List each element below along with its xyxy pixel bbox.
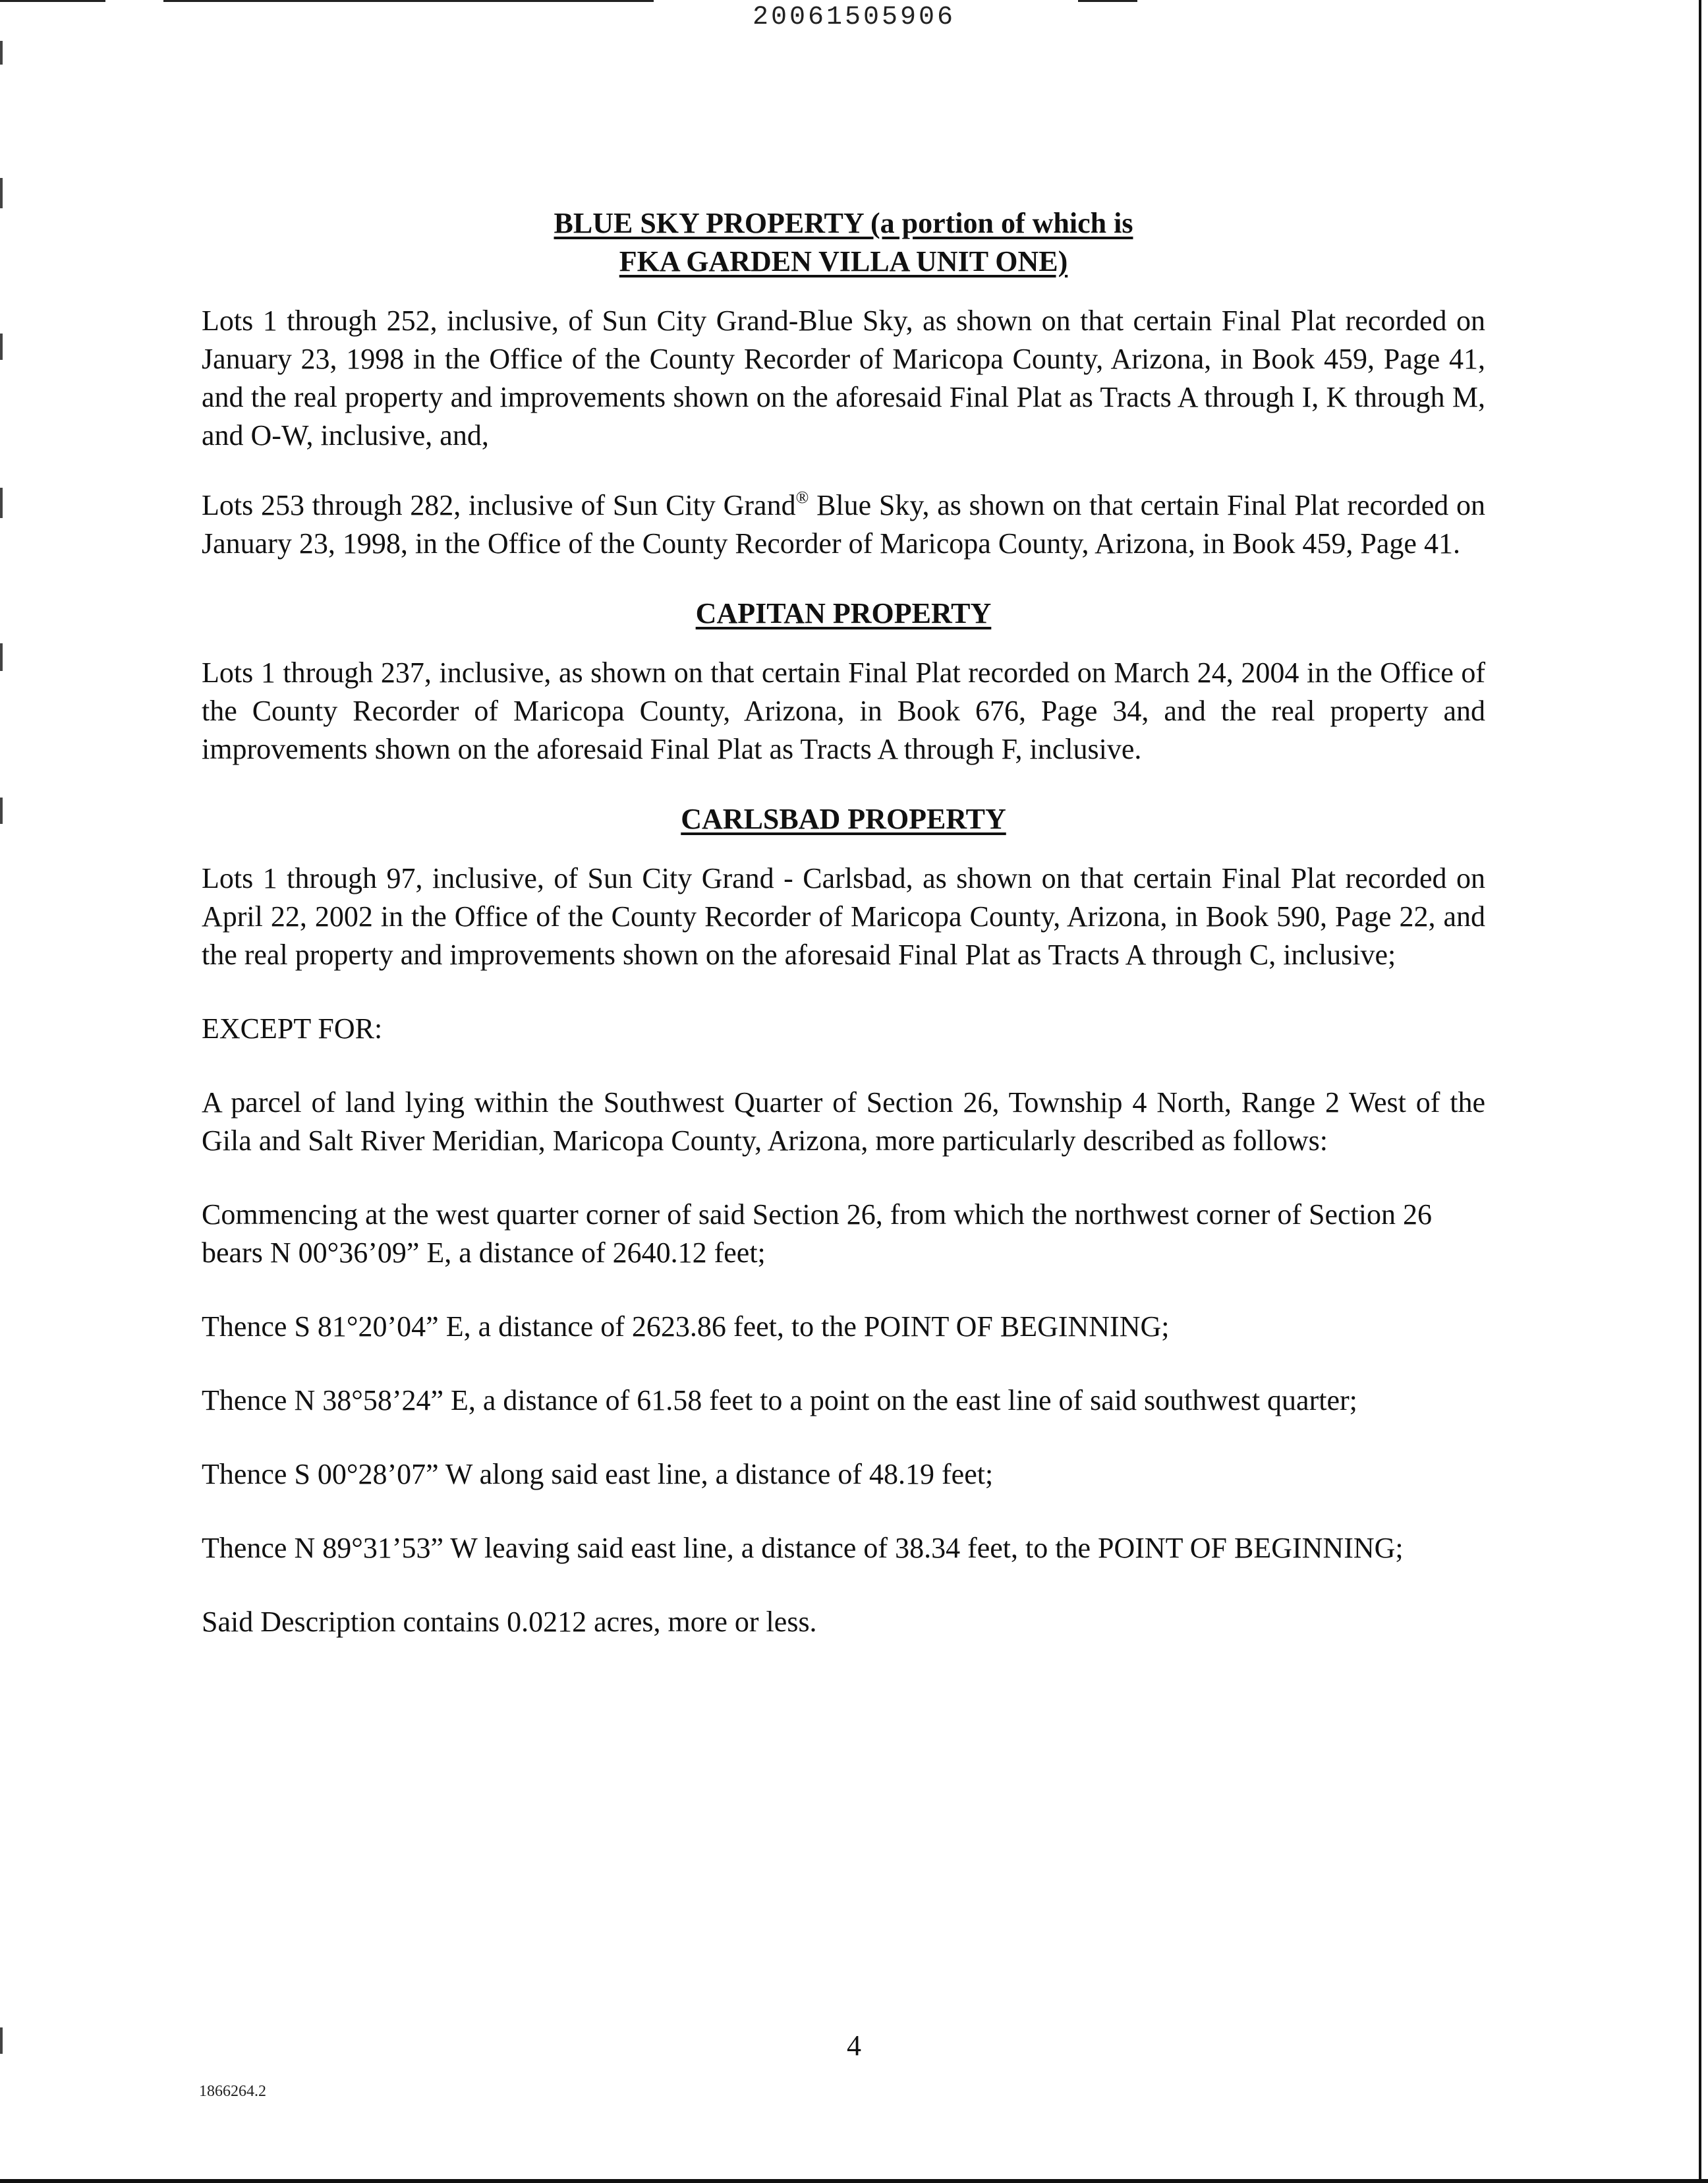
capitan-heading: CAPITAN PROPERTY	[695, 597, 992, 629]
capitan-paragraph: Lots 1 through 237, inclusive, as shown on that certain Final Plat recorded on March 24, 2004 in the Office of the County Recorder of Maricopa County, Arizona, in Book 676, Page 34, and the real property and improvements shown on the aforesaid Final Plat as Tracts A through F, inclusive.	[202, 656, 1485, 765]
document-id: 1866264.2	[199, 2083, 266, 2100]
blue-sky-paragraph-2-start: Lots 253 through 282, inclusive of Sun City Grand	[202, 489, 796, 521]
recording-number: 20061505906	[752, 3, 956, 32]
carlsbad-heading: CARLSBAD PROPERTY	[681, 803, 1006, 835]
page-number: 4	[847, 2029, 861, 2062]
scan-edge-mark	[0, 41, 3, 65]
thence-clause-1: Thence S 81°20’04” E, a distance of 2623.86 feet, to the POINT OF BEGINNING;	[202, 1310, 1170, 1343]
blue-sky-heading-line1: BLUE SKY PROPERTY (a portion of which is	[554, 207, 1133, 239]
thence-clause-4: Thence N 89°31’53” W leaving said east line, a distance of 38.34 feet, to the POINT OF BEGINNING;	[202, 1532, 1404, 1564]
scan-border-right	[1699, 0, 1701, 2183]
commencing-clause: Commencing at the west quarter corner of said Section 26, from which the northwest corner of Section 26 bears N 00°36’09” E, a distance of 2640.12 feet;	[202, 1198, 1433, 1269]
scan-edge-mark	[0, 334, 3, 360]
scan-artifact-top-mid	[163, 0, 654, 2]
scan-edge-mark	[0, 178, 3, 208]
blue-sky-paragraph-2	[202, 486, 1485, 563]
blue-sky-heading	[202, 204, 1485, 281]
document-body	[202, 204, 1485, 1641]
parcel-description: A parcel of land lying within the Southwest Quarter of Section 26, Township 4 North, Range 2 West of the Gila and Salt River Meridian, Maricopa County, Arizona, more particularly described as follows:	[202, 1086, 1485, 1157]
blue-sky-heading-line2: FKA GARDEN VILLA UNIT ONE)	[619, 245, 1068, 277]
thence-clause-2: Thence N 38°58’24” E, a distance of 61.58 feet to a point on the east line of said southwest quarter;	[202, 1384, 1357, 1416]
scan-edge-mark	[0, 488, 3, 518]
carlsbad-paragraph: Lots 1 through 97, inclusive, of Sun City Grand - Carlsbad, as shown on that certain Final Plat recorded on April 22, 2002 in the Office of the County Recorder of Maricopa County, Arizona, in Book 590, Page 22, and the real property and improvements shown on the aforesaid Final Plat as Tracts A through C, inclusive;	[202, 862, 1485, 971]
scan-artifact-top-right	[1078, 0, 1137, 2]
blue-sky-paragraph-1: Lots 1 through 252, inclusive, of Sun City Grand-Blue Sky, as shown on that certain Final Plat recorded on January 23, 1998 in the Office of the County Recorder of Maricopa County, Arizona, in Book 459, Page 41, and the real property and improvements shown on the aforesaid Final Plat as Tracts A through I, K through M, and O-W, inclusive, and,	[202, 305, 1485, 451]
blue-sky-paragraph-2-end: Blue Sky, as shown on that certain Final Plat recorded on January 23, 1998, in the Office of the County Recorder of Maricopa County, Arizona, in Book 459, Page 41.	[202, 489, 1485, 560]
scan-artifact-top-left	[0, 0, 105, 2]
scan-border-bottom	[0, 2179, 1708, 2183]
except-for-label: EXCEPT FOR:	[202, 1012, 383, 1045]
thence-clause-3: Thence S 00°28’07” W along said east line, a distance of 48.19 feet;	[202, 1458, 994, 1490]
scan-edge-mark	[0, 798, 3, 824]
registered-mark: ®	[795, 488, 809, 507]
acreage-statement: Said Description contains 0.0212 acres, more or less.	[202, 1606, 817, 1638]
scan-edge-mark	[0, 643, 3, 671]
